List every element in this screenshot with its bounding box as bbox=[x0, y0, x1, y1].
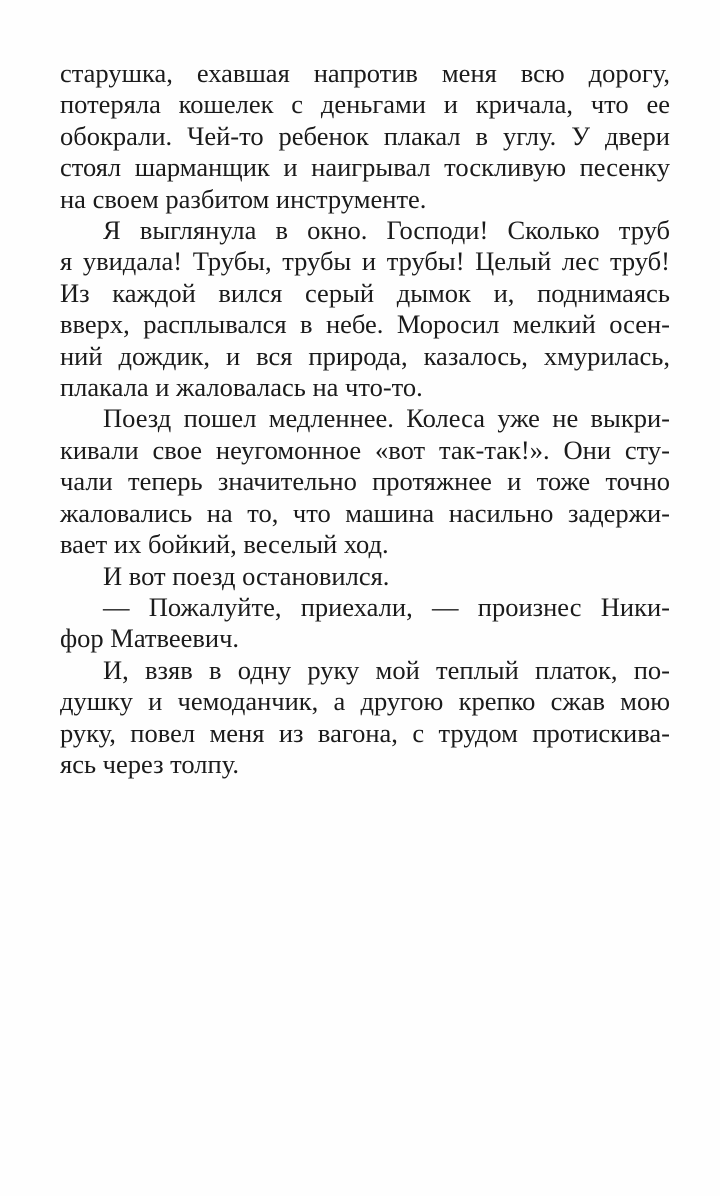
text-line: обокрали. Чей-то ребенок плакал в углу. У двери bbox=[60, 120, 670, 151]
paragraph-6 bbox=[60, 655, 670, 781]
page-text bbox=[60, 58, 670, 780]
text-line: чали теперь значительно протяжнее и тоже точно bbox=[60, 466, 670, 497]
text-line: Я выглянула в окно. Господи! Сколько труб bbox=[103, 215, 670, 246]
text-line: я увидала! Трубы, трубы и трубы! Целый лес труб! bbox=[60, 246, 670, 277]
text-line: Поезд пошел медленнее. Колеса уже не выкри- bbox=[103, 403, 670, 434]
paragraph-3 bbox=[60, 403, 670, 560]
text-line: фор Матвеевич. bbox=[60, 623, 240, 654]
text-line: старушка, ехавшая напротив меня всю дорогу, bbox=[60, 58, 670, 88]
text-line: на своем разбитом инструменте. bbox=[60, 183, 427, 214]
paragraph-2 bbox=[60, 215, 670, 403]
paragraph-1 bbox=[60, 58, 670, 215]
paragraph-5 bbox=[60, 592, 670, 655]
text-line: И вот поезд остановился. bbox=[103, 560, 390, 591]
text-line: жаловались на то, что машина насильно задержи- bbox=[60, 497, 670, 528]
text-line: руку, повел меня из вагона, с трудом протискива- bbox=[60, 717, 670, 748]
paragraph-4 bbox=[60, 561, 670, 592]
text-line: душку и чемоданчик, а другою крепко сжав мою bbox=[60, 686, 670, 717]
text-line: — Пожалуйте, приехали, — произнес Ники- bbox=[103, 591, 670, 622]
text-line: кивали свое неугомонное «вот так-так!». Они сту- bbox=[60, 434, 670, 465]
text-line: плакала и жаловалась на что-то. bbox=[60, 372, 423, 403]
text-line: вверх, расплывался в небе. Моросил мелкий осен- bbox=[60, 309, 670, 340]
text-line: И, взяв в одну руку мой теплый платок, по- bbox=[103, 654, 670, 685]
text-line: ний дождик, и вся природа, казалось, хмурилась, bbox=[60, 340, 670, 371]
text-line: вает их бойкий, веселый ход. bbox=[60, 529, 389, 560]
text-line: ясь через толпу. bbox=[60, 748, 239, 779]
text-line: потеряла кошелек с деньгами и кричала, что ее bbox=[60, 89, 670, 120]
text-line: стоял шарманщик и наигрывал тоскливую песенку bbox=[60, 152, 670, 183]
text-line: Из каждой вился серый дымок и, поднимаясь bbox=[60, 277, 670, 308]
